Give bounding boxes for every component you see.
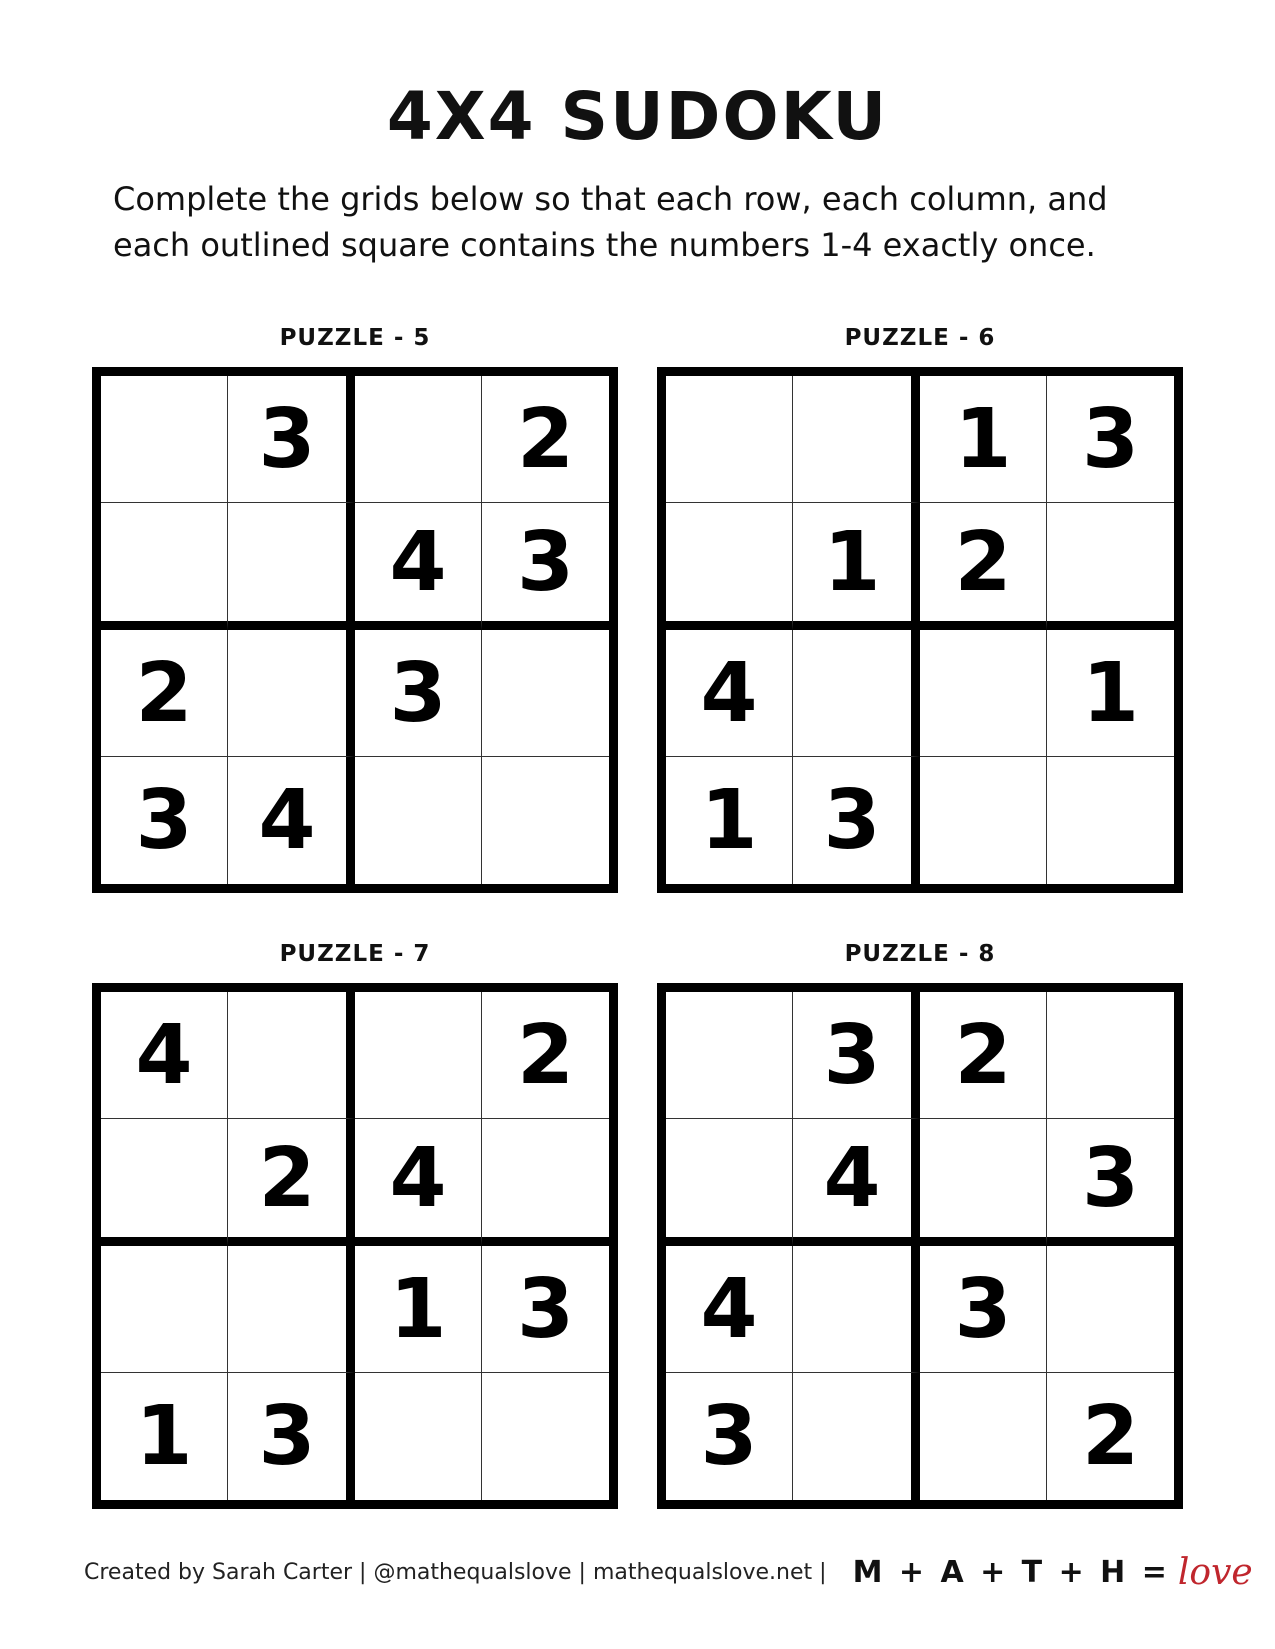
grid-cell	[482, 1373, 609, 1500]
grid-cell: 1	[1047, 630, 1174, 757]
sudoku-grid	[657, 367, 1183, 893]
grid-cell: 1	[355, 1246, 482, 1373]
grid-cell: 3	[228, 1373, 355, 1500]
grid-cell: 4	[355, 1119, 482, 1246]
puzzle-label: PUZZLE - 6	[844, 325, 996, 351]
instructions	[113, 176, 1193, 268]
instructions-line-2: each outlined square contains the numbers 1-4 exactly once.	[113, 226, 1096, 264]
grid-cell: 3	[793, 757, 920, 884]
grid-cell	[355, 757, 482, 884]
grid-cell	[793, 1373, 920, 1500]
footer-credit: Created by Sarah Carter | @mathequalslove | mathequalslove.net |	[84, 1559, 827, 1585]
grid-cell	[482, 757, 609, 884]
grid-cell: 3	[793, 992, 920, 1119]
page-title: 4X4 SUDOKU	[386, 78, 889, 155]
logo-love: love	[1177, 1551, 1253, 1593]
grid-cell: 2	[101, 630, 228, 757]
grid-cell	[482, 630, 609, 757]
grid-cell	[482, 1119, 609, 1246]
grid-cell: 3	[1047, 1119, 1174, 1246]
grid-cell	[355, 1373, 482, 1500]
grid-cell	[228, 992, 355, 1119]
footer	[84, 1551, 1253, 1593]
instructions-line-1: Complete the grids below so that each row, each column, and	[113, 180, 1108, 218]
grid-cell: 2	[482, 376, 609, 503]
grid-cell: 2	[920, 992, 1047, 1119]
puzzle-label: PUZZLE - 8	[844, 941, 996, 967]
grid-cell: 1	[101, 1373, 228, 1500]
grid-cell: 4	[666, 1246, 793, 1373]
grid-cell	[666, 992, 793, 1119]
grid-cell: 4	[228, 757, 355, 884]
grid-cell: 1	[920, 376, 1047, 503]
grid-cell	[101, 376, 228, 503]
grid-cell: 4	[101, 992, 228, 1119]
grid-cell: 3	[482, 503, 609, 630]
grid-cell	[793, 630, 920, 757]
grid-cell	[355, 992, 482, 1119]
grid-cell: 4	[355, 503, 482, 630]
grid-cell: 3	[101, 757, 228, 884]
grid-cell: 4	[793, 1119, 920, 1246]
grid-cell	[920, 1119, 1047, 1246]
grid-cell: 2	[482, 992, 609, 1119]
grid-cell	[920, 1373, 1047, 1500]
puzzle-5	[92, 321, 618, 893]
grid-cell: 3	[666, 1373, 793, 1500]
grid-cell	[101, 1246, 228, 1373]
grid-cell: 3	[1047, 376, 1174, 503]
grid-cell	[920, 757, 1047, 884]
sudoku-grid	[657, 983, 1183, 1509]
grid-cell	[101, 503, 228, 630]
puzzle-7	[92, 937, 618, 1509]
grid-cell: 3	[355, 630, 482, 757]
grid-cell	[793, 1246, 920, 1373]
grid-cell: 2	[1081, 1389, 1140, 1484]
grid-cell: 1	[793, 503, 920, 630]
grid-cell: 1	[666, 757, 793, 884]
grid-cell: 3	[920, 1246, 1047, 1373]
grid-cell: 4	[666, 630, 793, 757]
grid-cell	[1047, 503, 1174, 630]
grid-cell	[666, 376, 793, 503]
sudoku-grid	[92, 367, 618, 893]
grid-cell	[1047, 992, 1174, 1119]
grid-cell	[793, 376, 920, 503]
puzzle-label: PUZZLE - 7	[279, 941, 431, 967]
grid-cell	[101, 1119, 228, 1246]
grid-cell: 3	[482, 1246, 609, 1373]
puzzle-label: PUZZLE - 5	[279, 325, 431, 351]
sudoku-grid	[92, 983, 618, 1509]
grid-cell	[1047, 757, 1174, 884]
grid-cell	[228, 1246, 355, 1373]
grid-cell	[666, 503, 793, 630]
grid-cell	[1047, 1246, 1174, 1373]
grid-cell: 2	[920, 503, 1047, 630]
grid-cell: 3	[228, 376, 355, 503]
puzzle-8	[657, 937, 1183, 1509]
grid-cell	[355, 376, 482, 503]
grid-cell	[228, 630, 355, 757]
grid-cell: 2	[228, 1119, 355, 1246]
grid-cell	[920, 630, 1047, 757]
logo-text: M + A + T + H =	[852, 1554, 1170, 1590]
grid-cell	[228, 503, 355, 630]
grid-cell	[666, 1119, 793, 1246]
puzzle-6	[657, 321, 1183, 893]
